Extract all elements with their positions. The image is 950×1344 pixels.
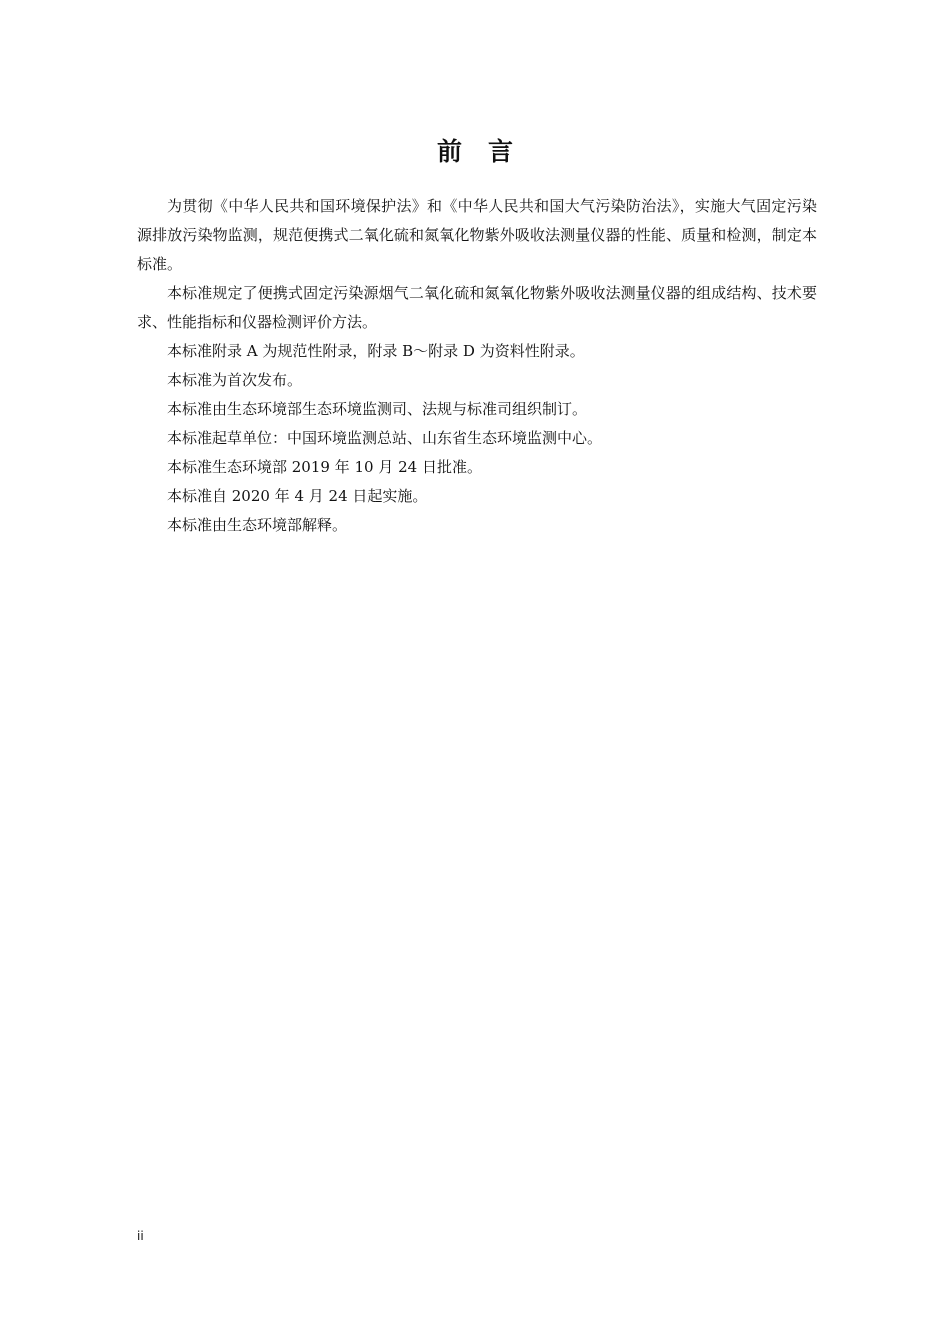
paragraph-organizer: 本标准由生态环境部生态环境监测司、法规与标准司组织制订。 [167,400,588,418]
paragraph-purpose: 为贯彻《中华人民共和国环境保护法》和《中华人民共和国大气污染防治法》，实施大气固定污染源排放污染物监测，规范便携式二氧化硫和氮氧化物紫外吸收法测量仪器的性能、质量和检测，制定本标准。 [137,197,817,273]
preface-body [137,192,817,540]
page-number: ii [137,1229,144,1243]
title-char-2: 言 [488,137,514,166]
paragraph-interpretation: 本标准由生态环境部解释。 [167,516,348,534]
paragraph-drafting-units: 本标准起草单位：中国环境监测总站、山东省生态环境监测中心。 [167,429,603,447]
paragraph-appendix: 本标准附录 A 为规范性附录，附录 B～附录 D 为资料性附录。 [167,342,585,360]
title-char-1: 前 [436,137,462,166]
page-title [0,134,950,170]
paragraph-first-release: 本标准为首次发布。 [167,371,303,389]
paragraph-approval-date: 本标准生态环境部 2019 年 10 月 24 日批准。 [167,458,482,476]
paragraph-scope: 本标准规定了便携式固定污染源烟气二氧化硫和氮氧化物紫外吸收法测量仪器的组成结构、技术要求、性能指标和仪器检测评价方法。 [137,284,817,331]
paragraph-effective-date: 本标准自 2020 年 4 月 24 日起实施。 [167,487,428,505]
